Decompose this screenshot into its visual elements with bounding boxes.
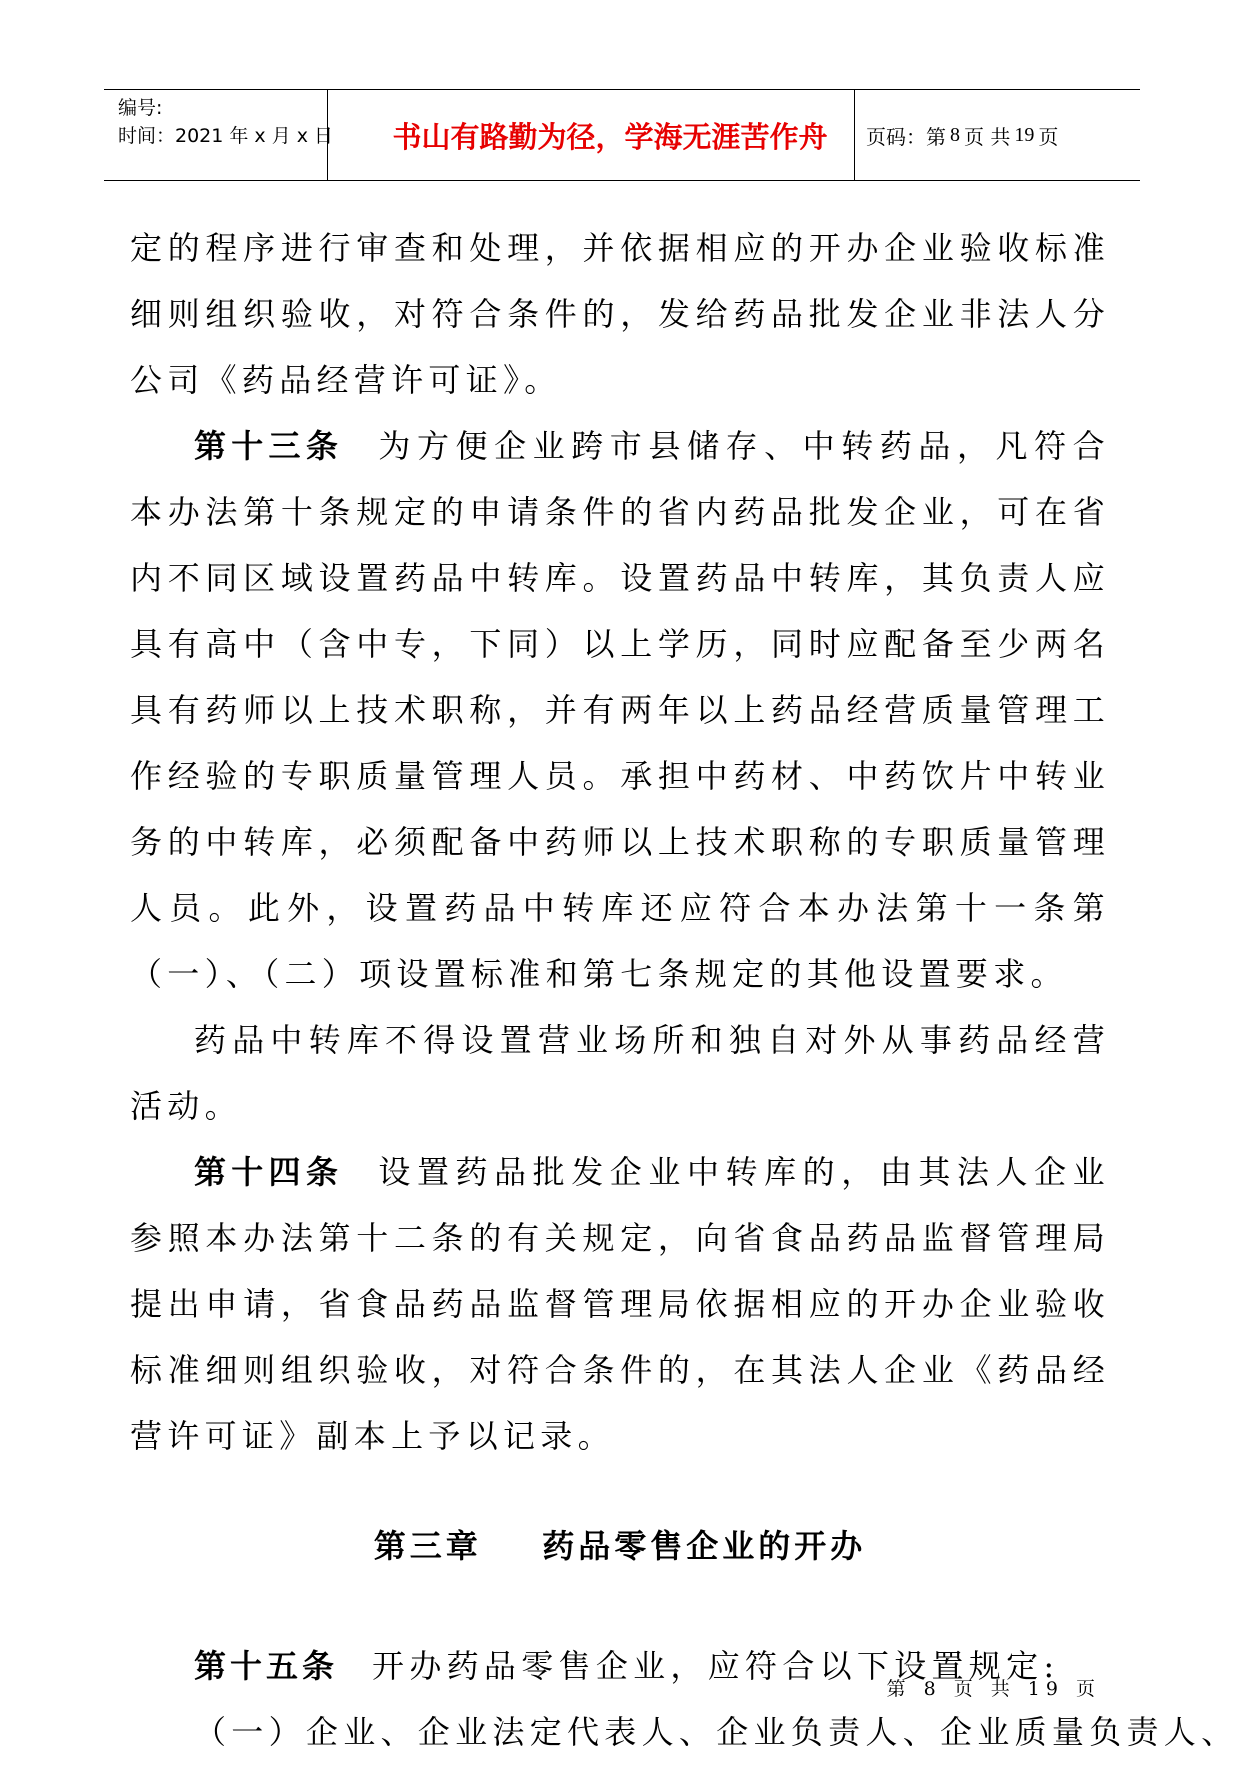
article-13: [130, 413, 1110, 1007]
header-page-label: 页码：第: [866, 124, 946, 149]
header-divider-left: [327, 90, 328, 180]
header-motto: 书山有路勤为径，学海无涯苦作舟: [392, 119, 828, 154]
header-page-indicator: [866, 90, 1058, 180]
header-page-suffix: 页: [1038, 124, 1059, 149]
header-page-mid: 页 共: [964, 124, 1011, 149]
chapter-3-title: 第三章 药品零售企业的开办: [373, 1527, 867, 1565]
paragraph-transfer-warehouse: 药品中转库不得设置营业场所和独自对外从事药品经营活动。: [130, 1021, 1110, 1125]
page-footer: 第 8 页 共 19 页: [886, 1678, 1101, 1700]
header-meta: [118, 94, 333, 150]
article-15-text: 开办药品零售企业，应符合以下设置规定:: [372, 1647, 1060, 1685]
article-14: [130, 1139, 1110, 1469]
paragraph-continuation: 定的程序进行审查和处理，并依据相应的开办企业验收标准细则组织验收，对符合条件的，发给药品批发企业非法人分公司《药品经营许可证》。: [130, 229, 1110, 399]
document-body: [130, 215, 1239, 1765]
header-page-current: 8: [950, 123, 960, 146]
article-15-heading: 第十五条: [194, 1647, 339, 1685]
article-13-heading: 第十三条: [194, 427, 344, 465]
article-14-heading: 第十四条: [194, 1153, 344, 1191]
header-divider-right: [854, 90, 855, 180]
page-header: [104, 89, 1140, 181]
article-14-text: 设置药品批发企业中转库的，由其法人企业参照本办法第十二条的有关规定，向省食品药品监督管理局提出申请，省食品药品监督管理局依据相应的开办企业验收标准细则组织验收，对符合条件的，在其法人企业《药品经营许可证》副本上予以记录。: [130, 1153, 1110, 1455]
header-number-label: 编号:: [118, 97, 163, 119]
article-15-item-1: （一）企业、企业法定代表人、企业负责人、企业质量负责人、: [194, 1713, 1239, 1751]
header-time-label: 时间：2021 年 x 月 x 日: [118, 125, 334, 147]
article-13-text: 为方便企业跨市县储存、中转药品，凡符合本办法第十条规定的申请条件的省内药品批发企业，可在省内不同区域设置药品中转库。设置药品中转库，其负责人应具有高中（含中专，下同）以上学历，同时应配备至少两名具有药师以上技术职称，并有两年以上药品经营质量管理工作经验的专职质量管理人员。承担中药材、中药饮片中转业务的中转库，必须配备中药师以上技术职称的专职质量管理人员。此外，设置药品中转库还应符合本办法第十一条第（一）、（二）项设置标准和第七条规定的其他设置要求。: [130, 427, 1110, 993]
header-page-total: 19: [1014, 123, 1035, 146]
